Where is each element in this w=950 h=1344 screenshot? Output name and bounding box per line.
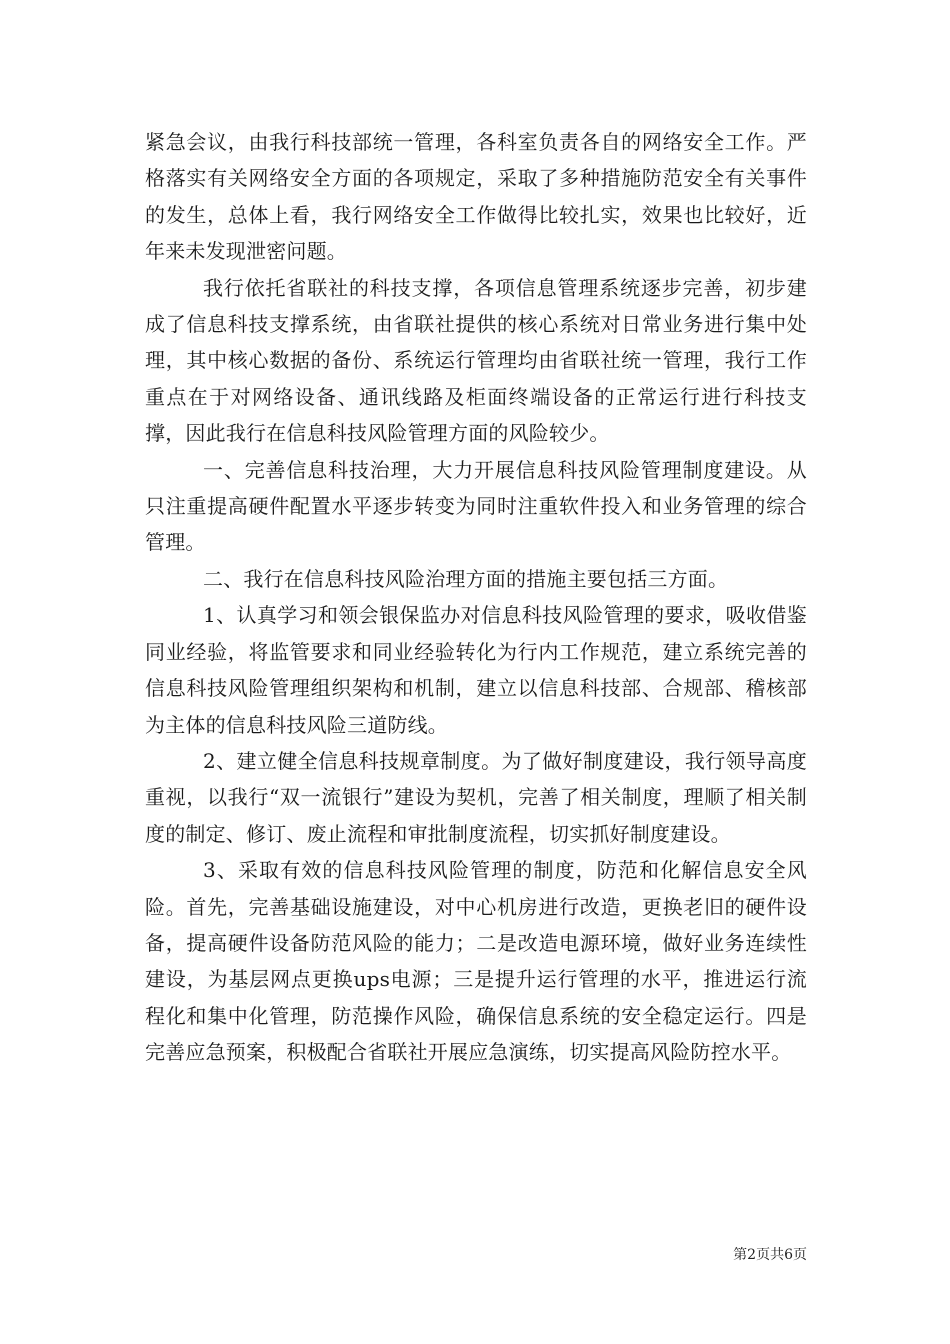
paragraph-section-one: 一、完善信息科技治理，大力开展信息科技风险管理制度建设。从只注重提高硬件配置水平逐步转变为同时注重软件投入和业务管理的综合管理。: [145, 457, 807, 555]
paragraph-continuation: 紧急会议，由我行科技部统一管理，各科室负责各自的网络安全工作。严格落实有关网络安全方面的各项规定，采取了多种措施防范安全有关事件的发生，总体上看，我行网络安全工作做得比较扎实，效果也比较好，近年来未发现泄密问题。: [145, 130, 807, 264]
page-number-footer: 第2页共6页: [733, 1247, 807, 1263]
document-body: [145, 124, 807, 1071]
paragraph-item-2: 2、建立健全信息科技规章制度。为了做好制度建设，我行领导高度重视，以我行“双一流银行”建设为契机，完善了相关制度，理顺了相关制度的制定、修订、废止流程和审批制度流程，切实抓好制度建设。: [145, 748, 807, 846]
paragraph-item-1: 1、认真学习和领会银保监办对信息科技风险管理的要求，吸收借鉴同业经验，将监管要求和同业经验转化为行内工作规范，建立系统完善的信息科技风险管理组织架构和机制，建立以信息科技部、合规部、稽核部为主体的信息科技风险三道防线。: [145, 603, 807, 737]
paragraph-item-3: 3、采取有效的信息科技风险管理的制度，防范和化解信息安全风险。首先，完善基础设施建设，对中心机房进行改造，更换老旧的硬件设备，提高硬件设备防范风险的能力；二是改造电源环境，做好业务连续性建设，为基层网点更换ups电源；三是提升运行管理的水平，推进运行流程化和集中化管理，防范操作风险，确保信息系统的安全稳定运行。四是完善应急预案，积极配合省联社开展应急演练，切实提高风险防控水平。: [145, 858, 807, 1065]
paragraph-tech-support: 我行依托省联社的科技支撑，各项信息管理系统逐步完善，初步建成了信息科技支撑系统，由省联社提供的核心系统对日常业务进行集中处理，其中核心数据的备份、系统运行管理均由省联社统一管理，我行工作重点在于对网络设备、通讯线路及柜面终端设备的正常运行进行科技支撑，因此我行在信息科技风险管理方面的风险较少。: [145, 275, 807, 446]
paragraph-section-two: 二、我行在信息科技风险治理方面的措施主要包括三方面。: [203, 566, 729, 591]
